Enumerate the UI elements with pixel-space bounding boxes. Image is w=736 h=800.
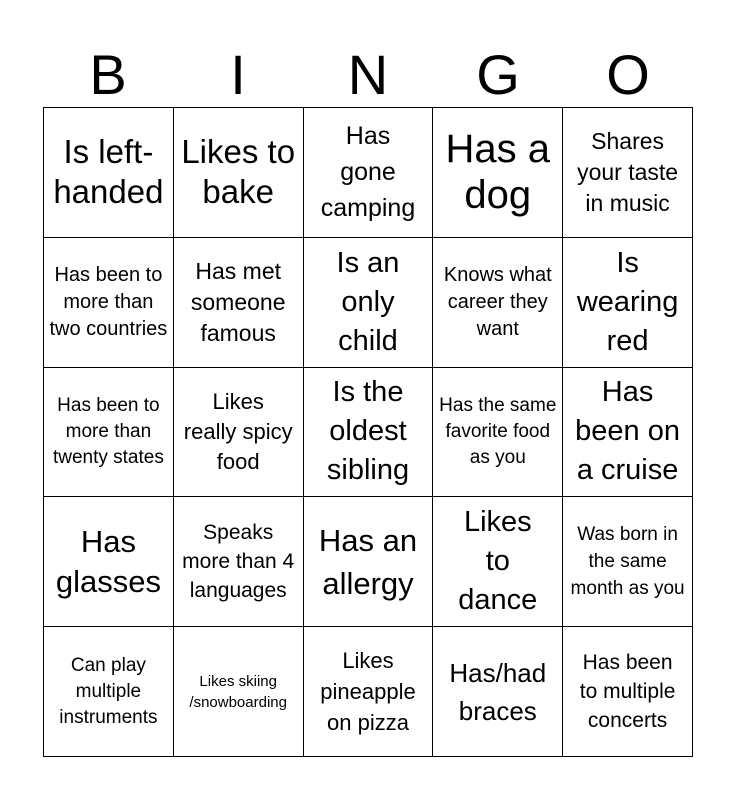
bingo-cell-r4c4[interactable] xyxy=(433,497,563,627)
header-letter-n: N xyxy=(347,43,389,106)
cell-text: Has been on a cruise xyxy=(575,376,680,487)
bingo-cell-r4c1[interactable] xyxy=(44,497,174,627)
cell-text: Is left-handed xyxy=(53,133,164,211)
bingo-cell-r3c1[interactable] xyxy=(44,368,174,498)
cell-text: Was born in the same month as you xyxy=(570,524,685,600)
cell-text: Likes pineapple on pizza xyxy=(320,648,416,736)
bingo-cell-r2c4[interactable] xyxy=(433,238,563,368)
cell-text: Has the same favorite food as you xyxy=(439,394,557,468)
cell-text: Has been to more than twenty states xyxy=(52,394,164,468)
cell-text: Likes to dance xyxy=(458,506,538,617)
bingo-cell-r5c2[interactable] xyxy=(174,627,304,757)
cell-text: Has met someone famous xyxy=(190,257,286,346)
header-letter-g: G xyxy=(476,43,520,106)
bingo-cell-r5c3[interactable] xyxy=(304,627,434,757)
bingo-cell-r4c5[interactable] xyxy=(563,497,693,627)
cell-text: Is the oldest sibling xyxy=(326,376,410,487)
cell-text: Can play multiple instruments xyxy=(59,654,158,728)
bingo-cell-r4c3[interactable] xyxy=(304,497,434,627)
bingo-cell-r2c2[interactable] xyxy=(174,238,304,368)
bingo-cell-r3c2[interactable] xyxy=(174,368,304,498)
bingo-cell-r2c5[interactable] xyxy=(563,238,693,368)
bingo-cell-r1c1[interactable] xyxy=(44,108,174,238)
cell-text: Likes to bake xyxy=(181,133,296,211)
bingo-cell-r5c1[interactable] xyxy=(44,627,174,757)
bingo-cell-r1c3[interactable] xyxy=(304,108,434,238)
bingo-cell-r5c5[interactable] xyxy=(563,627,693,757)
cell-text: Has gone camping xyxy=(320,122,416,223)
bingo-cell-r5c4[interactable] xyxy=(433,627,563,757)
bingo-cell-r2c3[interactable] xyxy=(304,238,434,368)
bingo-board xyxy=(43,107,693,757)
cell-text: Likes really spicy food xyxy=(183,388,293,474)
cell-text: Has/had braces xyxy=(449,657,547,726)
bingo-cell-r2c1[interactable] xyxy=(44,238,174,368)
cell-text: Has a dog xyxy=(445,127,551,218)
cell-text: Has glasses xyxy=(55,523,161,599)
bingo-header xyxy=(43,42,693,108)
bingo-cell-r4c2[interactable] xyxy=(174,497,304,627)
bingo-cell-r1c2[interactable] xyxy=(174,108,304,238)
cell-text: Is an only child xyxy=(336,246,400,357)
cell-text: Likes skiing /snowboarding xyxy=(189,672,287,711)
cell-text: Shares your taste in music xyxy=(577,127,679,216)
cell-text: Has been to multiple concerts xyxy=(579,651,676,733)
bingo-cell-r3c5[interactable] xyxy=(563,368,693,498)
cell-text: Has been to more than two countries xyxy=(49,263,168,340)
header-letter-o: O xyxy=(606,43,650,106)
bingo-cell-r3c3[interactable] xyxy=(304,368,434,498)
bingo-cell-r1c4[interactable] xyxy=(433,108,563,238)
header-letter-i: I xyxy=(230,43,246,106)
bingo-cell-r3c4[interactable] xyxy=(433,368,563,498)
cell-text: Knows what career they want xyxy=(443,263,552,340)
cell-text: Speaks more than 4 languages xyxy=(182,521,295,603)
bingo-cell-r1c5[interactable] xyxy=(563,108,693,238)
cell-text: Is wearing red xyxy=(576,246,679,357)
cell-text: Has an allergy xyxy=(318,522,418,601)
header-letter-b: B xyxy=(89,43,127,106)
